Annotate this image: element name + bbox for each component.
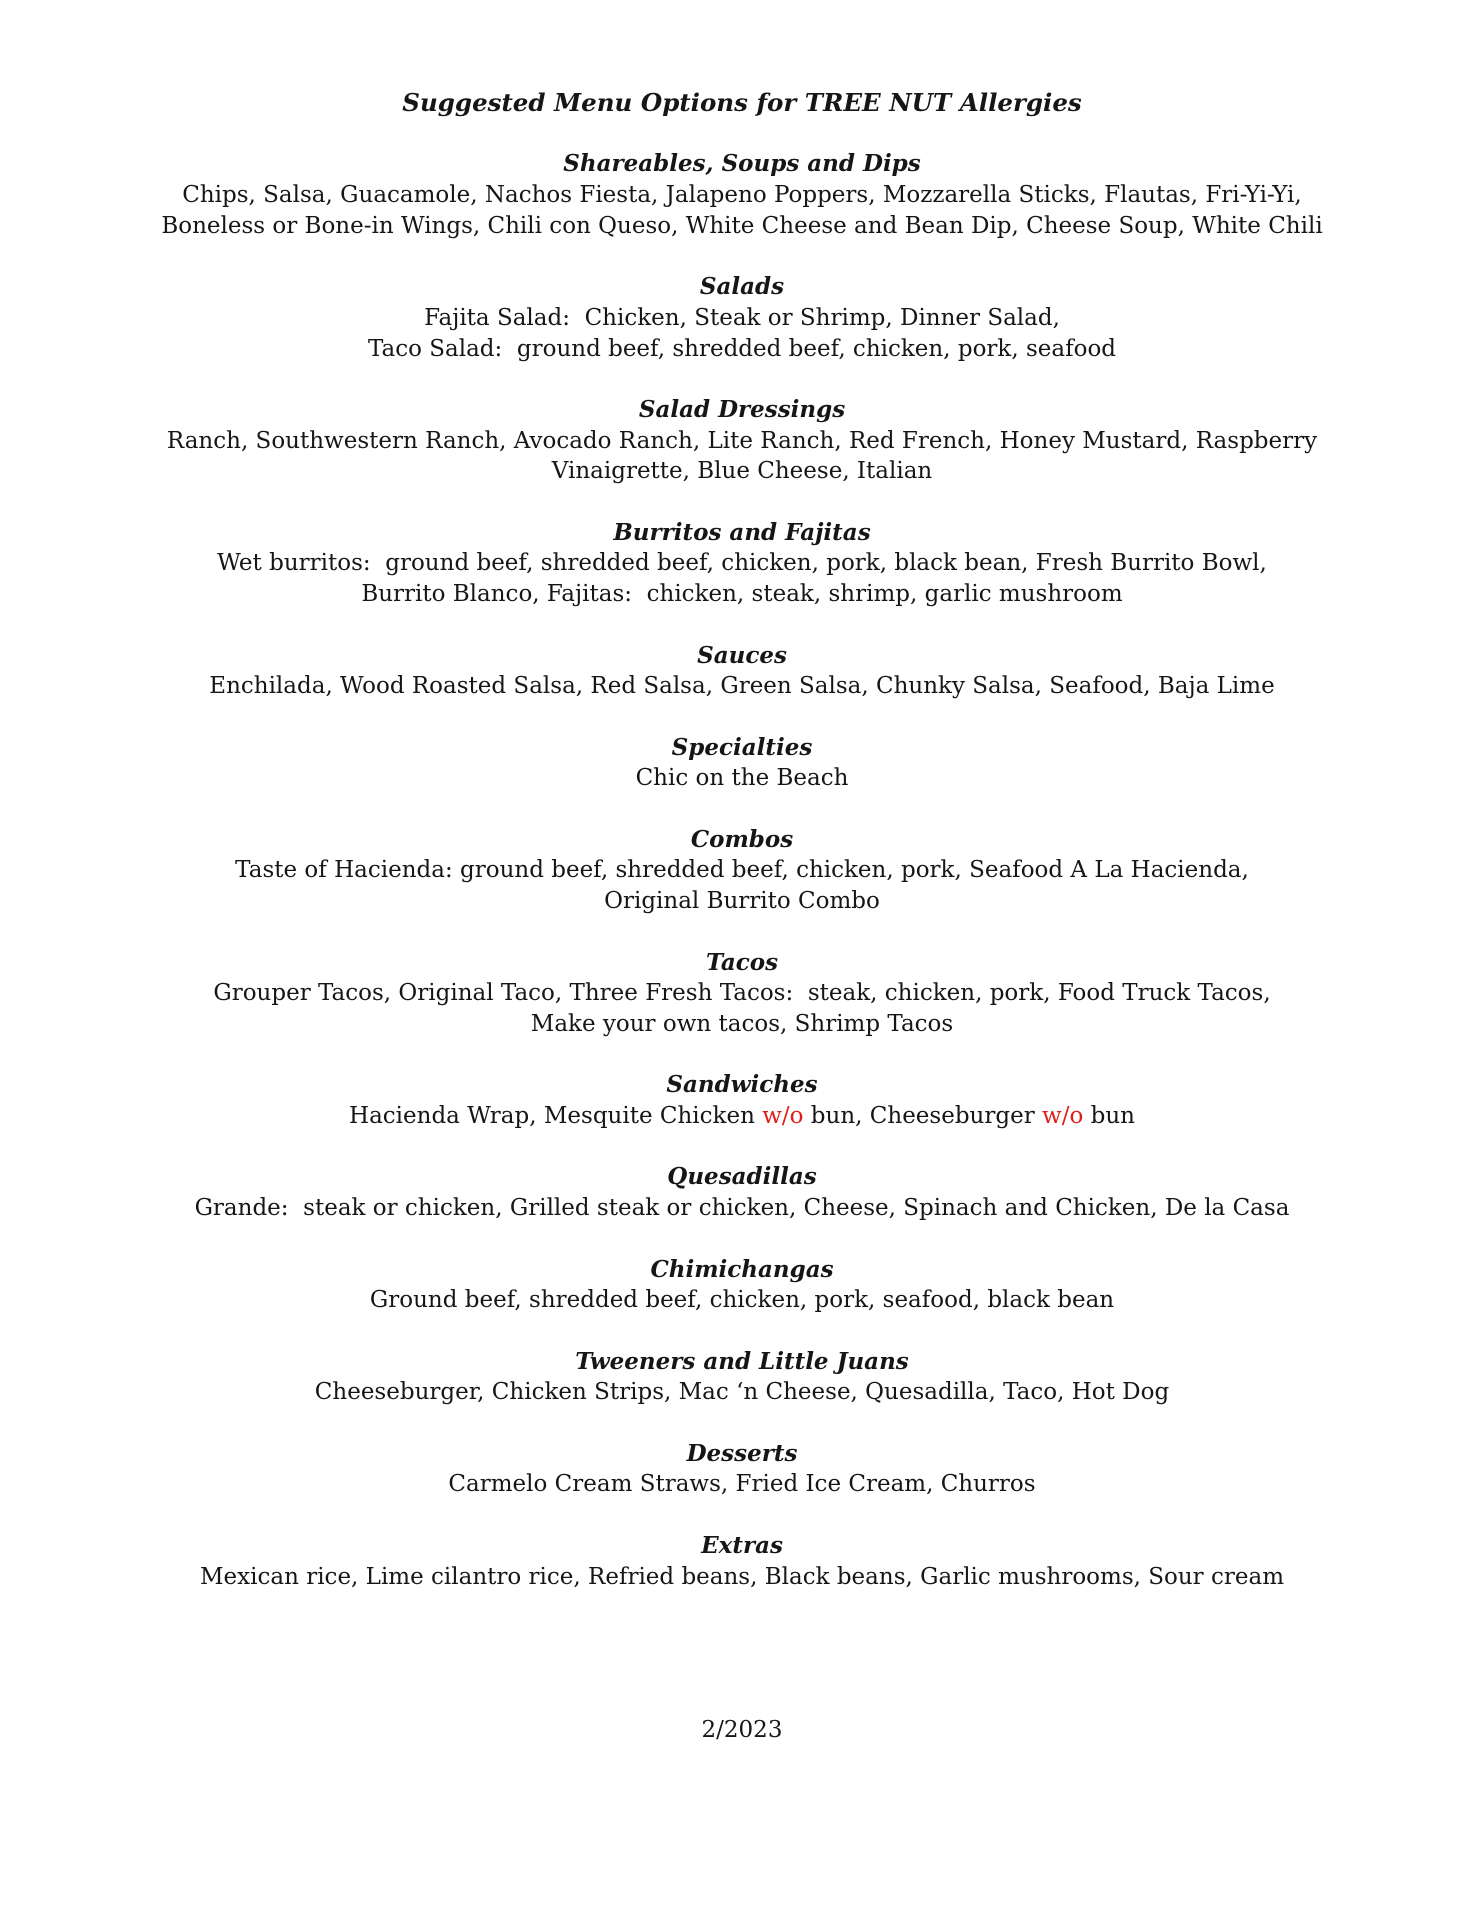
menu-items-text: Chic on the Beach [635, 765, 849, 792]
section-line [0, 456, 1484, 487]
section-heading: Extras [701, 1531, 783, 1559]
section-line [0, 180, 1484, 211]
menu-items-text: Grouper Tacos, Original Taco, Three Fresh Tacos: steak, chicken, pork, Food Truck Tacos, [213, 980, 1271, 1007]
menu-items-text: Original Burrito Combo [604, 888, 880, 915]
section-line [0, 303, 1484, 334]
menu-section [0, 1531, 1484, 1592]
section-line [0, 763, 1484, 794]
section-heading: Sauces [697, 641, 787, 669]
menu-items-text: Fajita Salad: Chicken, Steak or Shrimp, Dinner Salad, [424, 304, 1060, 331]
section-heading: Burritos and Fajitas [613, 518, 871, 546]
section-heading: Tweeners and Little Juans [575, 1347, 909, 1375]
section-line [0, 579, 1484, 610]
menu-items-text: Taco Salad: ground beef, shredded beef, chicken, pork, seafood [367, 335, 1117, 362]
section-heading: Combos [690, 825, 794, 853]
footer-date: 2/2023 [701, 1717, 783, 1744]
section-line [0, 1009, 1484, 1040]
menu-items-text: Burrito Blanco, Fajitas: chicken, steak, shrimp, garlic mushroom [361, 581, 1123, 608]
menu-section [0, 733, 1484, 794]
section-lines [0, 763, 1484, 794]
section-line [0, 548, 1484, 579]
section-lines [0, 303, 1484, 364]
menu-items-text: bun [1083, 1103, 1135, 1130]
section-lines [0, 548, 1484, 609]
section-lines [0, 1285, 1484, 1316]
menu-items-text: Boneless or Bone-in Wings, Chili con Queso, White Cheese and Bean Dip, Cheese Soup, White Chili [161, 212, 1323, 239]
menu-section [0, 1347, 1484, 1408]
menu-items-text: Chips, Salsa, Guacamole, Nachos Fiesta, Jalapeno Poppers, Mozzarella Sticks, Flautas, Fri-Yi-Yi, [182, 182, 1302, 209]
section-heading: Specialties [671, 733, 813, 761]
section-lines [0, 1193, 1484, 1224]
menu-items-text: Wet burritos: ground beef, shredded beef, chicken, pork, black bean, Fresh Burrito Bowl, [217, 550, 1267, 577]
section-lines [0, 1562, 1484, 1593]
section-heading: Sandwiches [666, 1071, 818, 1099]
section-heading: Chimichangas [650, 1255, 834, 1283]
section-line [0, 1469, 1484, 1500]
section-line [0, 426, 1484, 457]
section-lines [0, 1101, 1484, 1132]
menu-items-text: bun, Cheeseburger [803, 1103, 1043, 1130]
menu-items-text: Vinaigrette, Blue Cheese, Italian [551, 458, 933, 485]
section-heading: Salad Dressings [638, 395, 846, 423]
menu-items-text: Ground beef, shredded beef, chicken, pork, seafood, black bean [369, 1287, 1115, 1314]
menu-items-text: Taste of Hacienda: ground beef, shredded beef, chicken, pork, Seafood A La Hacienda, [235, 857, 1249, 884]
section-line [0, 671, 1484, 702]
section-lines [0, 180, 1484, 241]
menu-items-text: Mexican rice, Lime cilantro rice, Refried beans, Black beans, Garlic mushrooms, Sour cream [200, 1563, 1284, 1590]
section-heading: Desserts [686, 1439, 798, 1467]
section-line [0, 886, 1484, 917]
section-lines [0, 671, 1484, 702]
menu-section [0, 948, 1484, 1040]
menu-items-text: Make your own tacos, Shrimp Tacos [530, 1010, 954, 1037]
menu-items-text: Hacienda Wrap, Mesquite Chicken [349, 1103, 763, 1130]
section-heading: Tacos [705, 948, 779, 976]
section-lines [0, 1469, 1484, 1500]
menu-section [0, 1070, 1484, 1131]
menu-sections [0, 149, 1484, 1592]
section-lines [0, 426, 1484, 487]
menu-section [0, 641, 1484, 702]
menu-section [0, 1162, 1484, 1223]
section-line [0, 978, 1484, 1009]
section-line [0, 334, 1484, 365]
menu-section [0, 1255, 1484, 1316]
section-line [0, 1562, 1484, 1593]
menu-section [0, 518, 1484, 610]
section-heading: Shareables, Soups and Dips [563, 150, 921, 178]
section-heading: Salads [699, 273, 785, 301]
menu-section [0, 149, 1484, 241]
substitution-note-red: w/o [762, 1103, 804, 1130]
section-heading: Quesadillas [667, 1163, 817, 1191]
page-title: Suggested Menu Options for TREE NUT Allergies [402, 88, 1082, 117]
section-line [0, 1193, 1484, 1224]
section-line [0, 211, 1484, 242]
menu-items-text: Grande: steak or chicken, Grilled steak or chicken, Cheese, Spinach and Chicken, De la Casa [194, 1195, 1290, 1222]
menu-items-text: Enchilada, Wood Roasted Salsa, Red Salsa, Green Salsa, Chunky Salsa, Seafood, Baja Lime [209, 673, 1275, 700]
menu-items-text: Carmelo Cream Straws, Fried Ice Cream, Churros [448, 1471, 1036, 1498]
menu-section [0, 272, 1484, 364]
menu-section [0, 395, 1484, 487]
section-lines [0, 855, 1484, 916]
section-lines [0, 1377, 1484, 1408]
menu-items-text: Ranch, Southwestern Ranch, Avocado Ranch, Lite Ranch, Red French, Honey Mustard, Raspberry [166, 427, 1318, 454]
section-lines [0, 978, 1484, 1039]
menu-items-text: Cheeseburger, Chicken Strips, Mac ‘n Cheese, Quesadilla, Taco, Hot Dog [314, 1379, 1170, 1406]
section-line [0, 855, 1484, 886]
section-line [0, 1285, 1484, 1316]
section-line [0, 1377, 1484, 1408]
menu-section [0, 1439, 1484, 1500]
substitution-note-red: w/o [1042, 1103, 1084, 1130]
section-line [0, 1101, 1484, 1132]
menu-section [0, 825, 1484, 917]
